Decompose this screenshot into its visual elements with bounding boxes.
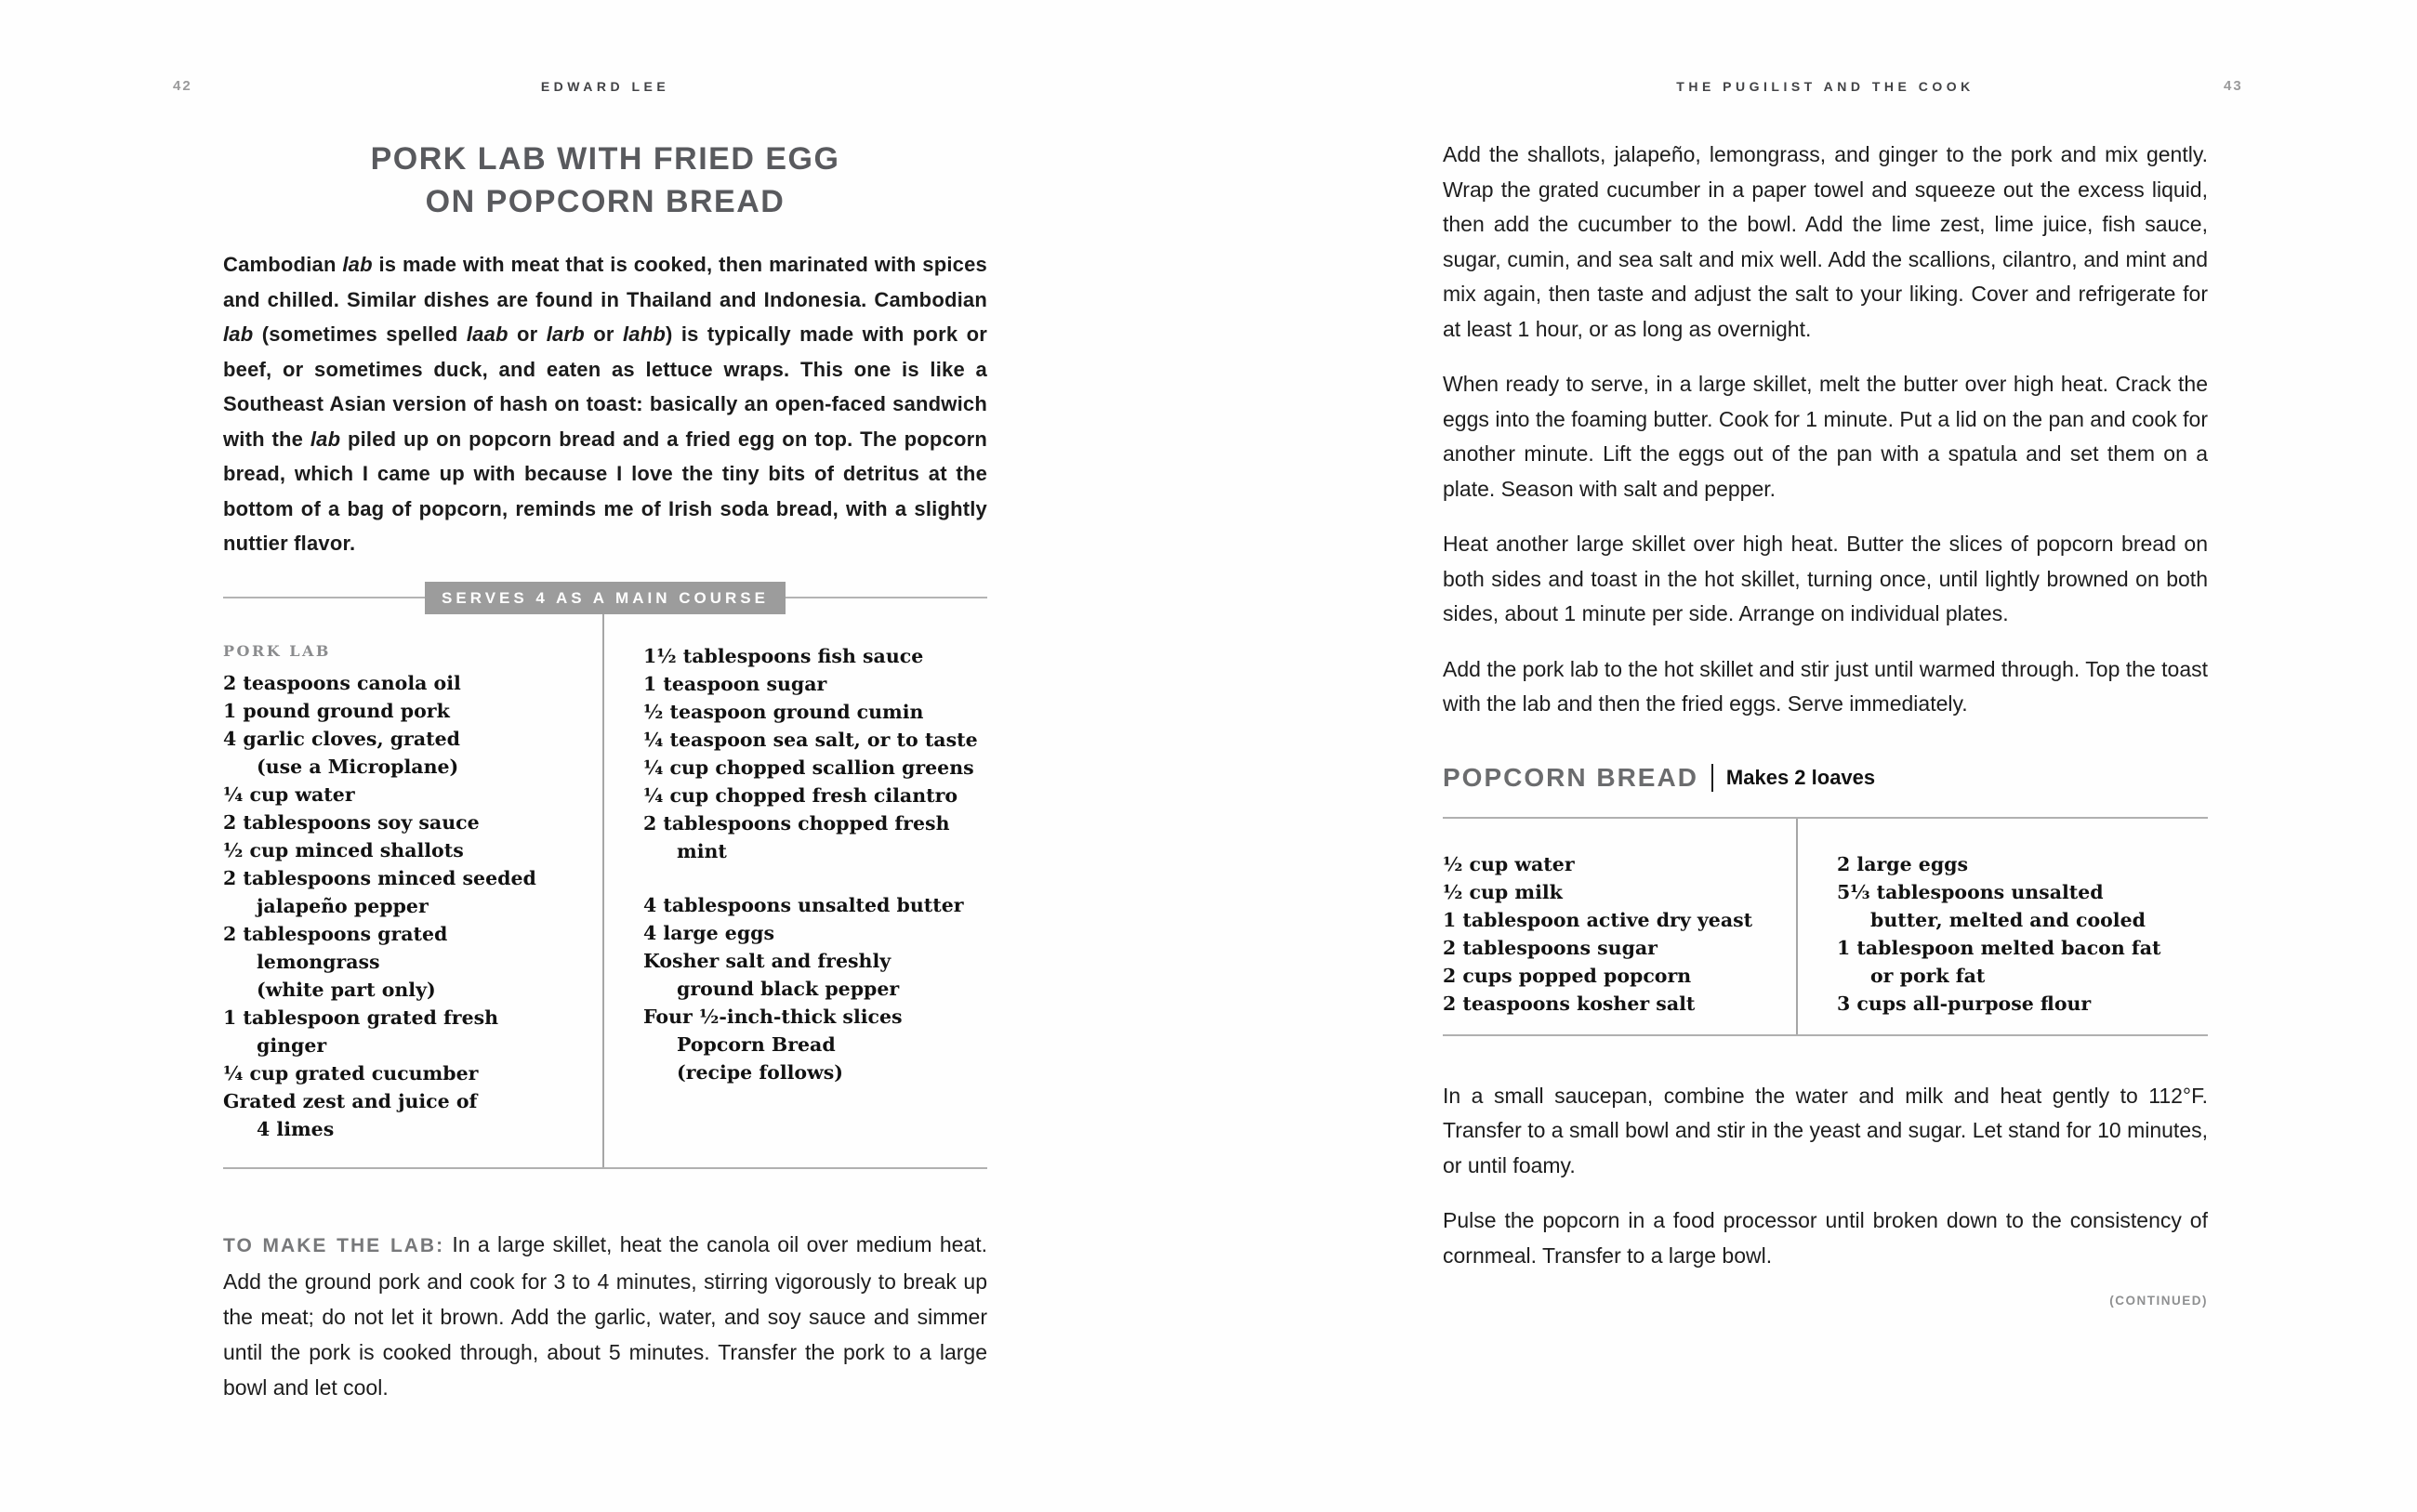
ingredient-item: 5⅓ tablespoons unsalted butter, melted and cooled (1837, 880, 2146, 931)
ingredient-item: ¼ cup chopped fresh cilantro (643, 783, 958, 807)
instruction-paragraph-5: In a small saucepan, combine the water and milk and heat gently to 112°F. Transfer to a small bowl and stir in the yeast and sugar. Let stand for 10 minutes, or until foamy. (1443, 1083, 2208, 1177)
ingredient-item: ¼ cup grated cucumber (223, 1061, 479, 1085)
subrecipe-heading (1443, 763, 2208, 793)
page-number-left: 42 (173, 78, 192, 94)
ingredient-item: 1 pound ground pork (223, 699, 450, 722)
instruction-paragraph-4: Add the pork lab to the hot skillet and stir just until warmed through. Top the toast with the lab and then the fried eggs. Serve immediately. (1443, 656, 2208, 716)
subrecipe-ingredients-column-2 (1796, 819, 2208, 1034)
subrecipe-ingredients-column-1 (1443, 819, 1796, 1034)
ingredient-item: 1 tablespoon grated fresh ginger (223, 1006, 499, 1057)
left-page-column (223, 138, 987, 1405)
ingredient-item: ½ cup water (1443, 852, 1575, 875)
instruction-paragraph-2: When ready to serve, in a large skillet, melt the butter over high heat. Crack the eggs into the foaming butter. Cook for 1 minute. Put a lid on the pan and cook for another minute. Lift the eggs out of the pan with a spatula and set them on a plate. Season with salt and pepper. (1443, 372, 2208, 501)
instruction-paragraph-6: Pulse the popcorn in a food processor until broken down to the consistency of cornmeal. Transfer to a large bowl. (1443, 1208, 2208, 1268)
subrecipe-title: POPCORN BREAD (1443, 762, 1698, 792)
ingredient-item: 2 large eggs (1837, 852, 1969, 875)
recipe-title-line2: ON POPCORN BREAD (425, 184, 786, 219)
ingredient-item: 2 teaspoons kosher salt (1443, 992, 1696, 1015)
ingredient-item: 2 tablespoons chopped fresh mint (643, 811, 950, 862)
ingredient-item: 1 teaspoon sugar (643, 672, 827, 695)
ingredient-item: 2 tablespoons sugar (1443, 936, 1658, 959)
right-page-column (1443, 138, 2208, 1308)
ingredient-list-2 (643, 642, 987, 865)
ingredient-item: Four ½-inch-thick slices Popcorn Bread (recipe follows) (643, 1005, 903, 1084)
ingredient-item: ½ teaspoon ground cumin (643, 700, 924, 723)
ingredient-item: Grated zest and juice of 4 limes (223, 1089, 478, 1140)
page-number-right: 43 (2224, 78, 2243, 94)
continued-note: (CONTINUED) (2109, 1294, 2208, 1308)
ingredient-item: ¼ teaspoon sea salt, or to taste (643, 728, 978, 751)
ingredient-item: ¼ cup chopped scallion greens (643, 756, 974, 779)
ingredient-item: ½ cup milk (1443, 880, 1563, 903)
subrecipe-ingredients-table (1443, 817, 2208, 1036)
method-text: In a large skillet, heat the canola oil over medium heat. Add the ground pork and cook for 3 to 4 minutes, stirring vigorously to break up the meat; do not let it brown. Add the garlic, water, and soy sauce and simmer until the pork is cooked through, about 5 minutes. Transfer the pork to a large bowl and let cool. (223, 1231, 987, 1400)
ingredients-column-2 (602, 614, 987, 1167)
ingredient-list-4 (1443, 850, 1781, 1018)
method-label: TO MAKE THE LAB: (223, 1234, 445, 1256)
recipe-title (223, 138, 987, 223)
method-paragraph (223, 1227, 987, 1405)
ingredient-item: Kosher salt and freshly ground black pepper (643, 949, 900, 1000)
ingredient-item: ¼ cup water (223, 782, 355, 806)
ingredient-item: ½ cup minced shallots (223, 838, 464, 861)
banner-rule-left (223, 597, 425, 598)
ingredient-item: 4 tablespoons unsalted butter (643, 893, 964, 916)
banner-rule-right (786, 597, 987, 598)
ingredient-item: 2 teaspoons canola oil (223, 671, 461, 694)
running-header-right: THE PUGILIST AND THE COOK (1676, 79, 1975, 94)
ingredient-list-3 (643, 891, 987, 1086)
ingredient-item: 2 tablespoons soy sauce (223, 810, 480, 834)
ingredient-item: 2 tablespoons minced seeded jalapeño pepper (223, 866, 536, 917)
running-header-left: EDWARD LEE (540, 79, 670, 94)
ingredient-item: 2 tablespoons grated lemongrass (white part only) (223, 922, 448, 1001)
ingredients-table (223, 614, 987, 1169)
heading-divider-bar (1711, 764, 1713, 792)
recipe-title-line1: PORK LAB WITH FRIED EGG (370, 141, 840, 177)
ingredient-list-1 (223, 669, 588, 1143)
ingredient-item: 1 tablespoon active dry yeast (1443, 908, 1753, 931)
ingredients-column-1 (223, 614, 602, 1167)
ingredient-item: 2 cups popped popcorn (1443, 964, 1692, 987)
ingredient-group-gap (643, 865, 987, 891)
ingredient-item: 1 tablespoon melted bacon fat or pork fat (1837, 936, 2161, 987)
ingredients-heading: PORK LAB (223, 641, 331, 660)
instruction-paragraph-3: Heat another large skillet over high heat. Butter the slices of popcorn bread on both sides and toast in the hot skillet, turning once, until lightly browned on both sides, about 1 minute per side. Arrange on individual plates. (1443, 532, 2208, 625)
ingredient-item: 3 cups all-purpose flour (1837, 992, 2092, 1015)
recipe-intro: Cambodian lab is made with meat that is cooked, then marinated with spices and chilled. Similar dishes are found in Thailand and Indonesia. Cambodian lab (sometimes spelled laab or larb or lahb) is typically made with pork or beef, or sometimes duck, and eaten as lettuce wraps. This one is like a Southeast Asian version of hash on toast: basically an open-faced sandwich with the lab piled up on popcorn bread and a fried egg on top. The popcorn bread, which I came up with because I love the tiny bits of detritus at the bottom of a bag of popcorn, reminds me of Irish soda bread, with a slightly nuttier flavor. (223, 253, 987, 555)
serves-banner-row (223, 582, 987, 614)
ingredient-list-5 (1837, 850, 2208, 1018)
ingredient-item: 4 garlic cloves, grated (use a Microplane) (223, 727, 460, 778)
instruction-paragraph-1: Add the shallots, jalapeño, lemongrass, and ginger to the pork and mix gently. Wrap the grated cucumber in a paper towel and squeeze out the excess liquid, then add the cucumber to the bowl. Add the lime zest, lime juice, fish sauce, sugar, cumin, and sea salt and mix well. Add the scallions, cilantro, and mint and mix again, then taste and adjust the salt to your liking. Cover and refrigerate for at least 1 hour, or as long as overnight. (1443, 142, 2208, 341)
ingredient-item: 4 large eggs (643, 921, 775, 944)
serves-banner: SERVES 4 AS A MAIN COURSE (425, 582, 786, 614)
subrecipe-yield: Makes 2 loaves (1725, 765, 1876, 789)
ingredient-item: 1½ tablespoons fish sauce (643, 644, 924, 667)
